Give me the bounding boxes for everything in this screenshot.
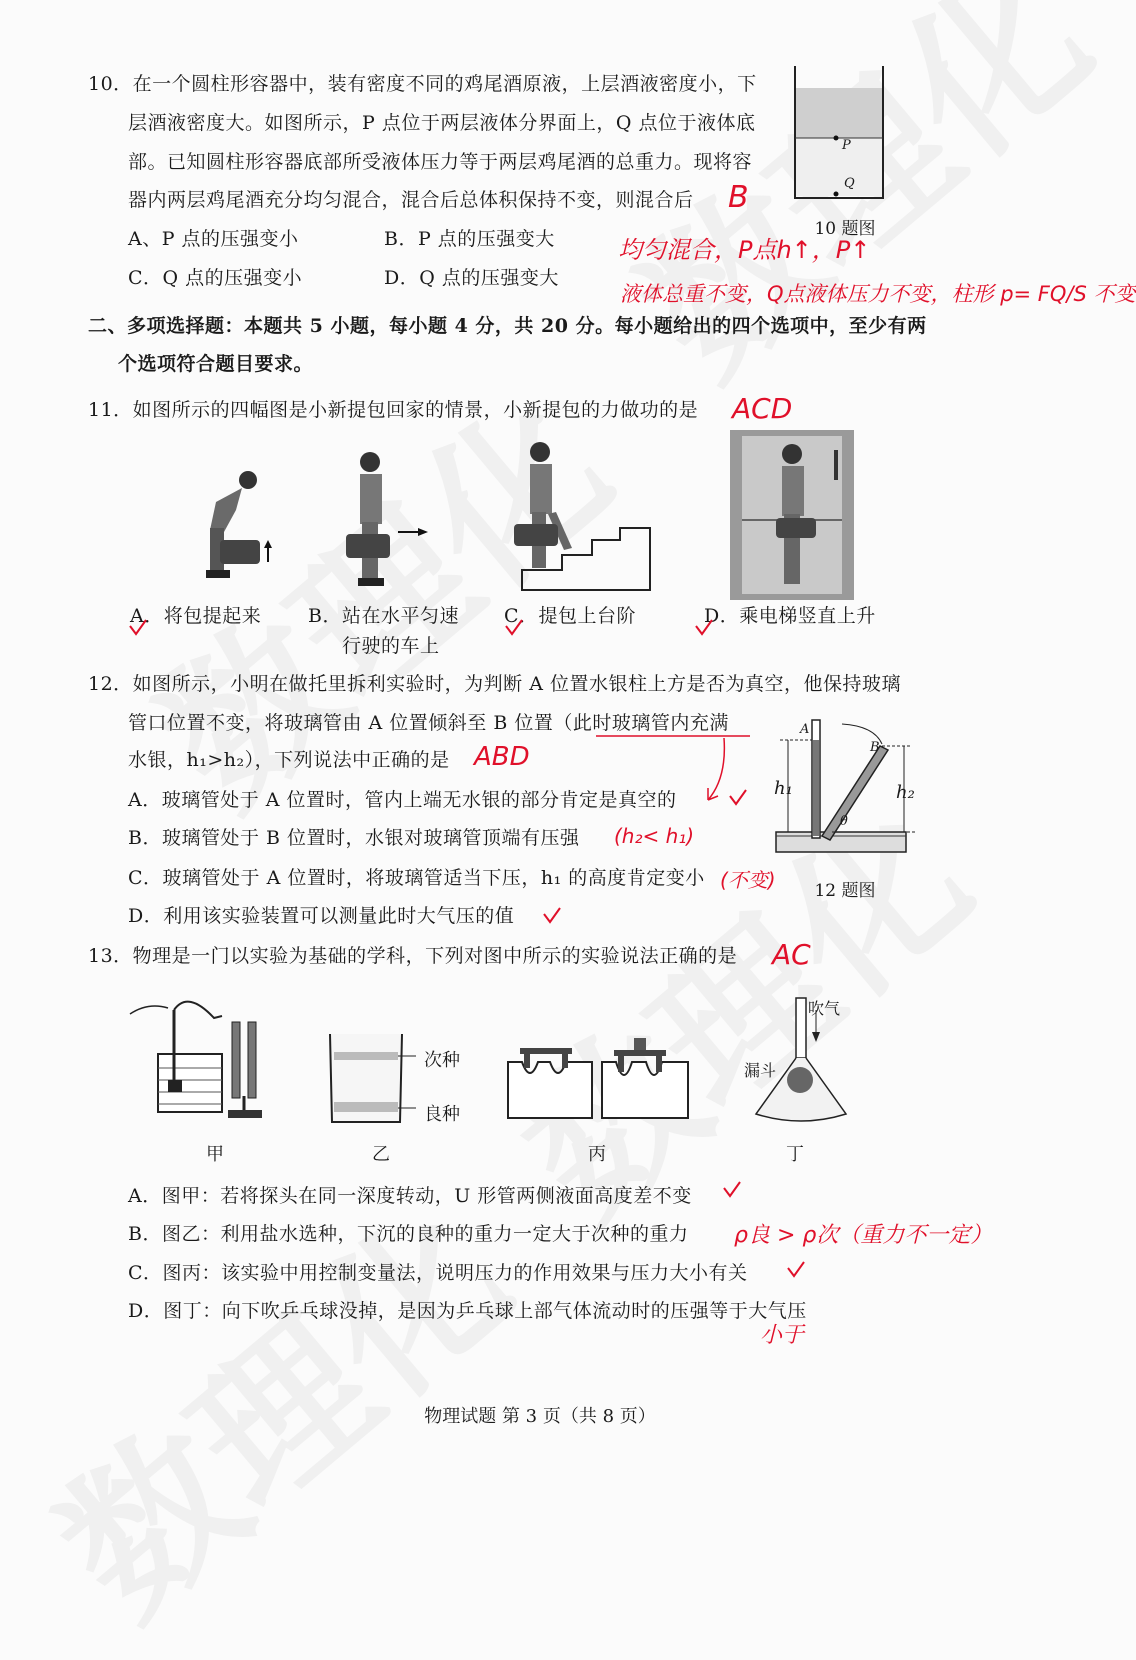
point-p: [834, 136, 839, 141]
q10-figure: [790, 66, 890, 206]
q10-line-2: 层酒液密度大。如图所示，P 点位于两层液体分界面上，Q 点位于液体底: [128, 112, 756, 134]
check-mark-icon: [786, 1260, 806, 1280]
q13-option-b: B．图乙：利用盐水选种，下沉的良种的重力一定大于次种的重力: [128, 1223, 689, 1245]
q13-figure-yi: [326, 1030, 406, 1128]
q12-caption: 12 题图: [814, 881, 876, 901]
q10-answer: B: [728, 180, 749, 215]
q10-line-3: 部。已知圆柱形容器底部所受液体压力等于两层鸡尾酒的总重力。现将容: [128, 151, 753, 173]
q11-figure-a: [196, 470, 276, 590]
q12-note-c: (不变): [720, 868, 776, 892]
label-chui-qi: 吹气: [808, 999, 841, 1018]
q12-option-a: A．玻璃管处于 A 位置时，管内上端无水银的部分肯定是真空的: [128, 789, 677, 811]
q12-line-2: 管口位置不变，将玻璃管由 A 位置倾斜至 B 位置（此时玻璃管内充满: [128, 712, 729, 734]
q13-option-c: C．图丙：该实验中用控制变量法，说明压力的作用效果与压力大小有关: [128, 1262, 748, 1284]
q11-caption-b: B．站在水平匀速: [308, 605, 459, 627]
label-b: B: [870, 740, 880, 755]
q10-line-1: 10．在一个圆柱形容器中，装有密度不同的鸡尾酒原液，上层酒液密度小，下: [88, 73, 757, 95]
q11-caption-a: A．将包提起来: [130, 605, 262, 627]
q11-figure-c: [512, 440, 652, 590]
q13-answer: AC: [772, 938, 811, 971]
q11-stem: 11．如图所示的四幅图是小新提包回家的情景，小新提包的力做功的是: [88, 399, 699, 421]
label-q: Q: [844, 176, 855, 191]
q12-option-c: C．玻璃管处于 A 位置时，将玻璃管适当下压，h₁ 的高度肯定变小: [128, 867, 705, 889]
q13-figure-bing: [506, 1036, 696, 1122]
upper-liquid: [795, 88, 883, 138]
q10-note-1: 均匀混合，P点h↑，P↑: [618, 236, 871, 264]
q13-stem: 13．物理是一门以实验为基础的学科，下列对图中所示的实验说法正确的是: [88, 945, 738, 967]
label-h2: h₂: [896, 782, 915, 803]
label-ci-zhong: 次种: [424, 1050, 460, 1071]
q12-option-b: B．玻璃管处于 B 位置时，水银对玻璃管顶端有压强: [128, 827, 580, 849]
q12-option-d: D．利用该实验装置可以测量此时大气压的值: [128, 905, 515, 927]
check-mark-icon: [728, 788, 748, 808]
q10-note-2: 液体总重不变，Q点液体压力不变，柱形 p= FQ/S 不变: [620, 282, 1136, 306]
q11-caption-d: D．乘电梯竖直上升: [704, 605, 876, 627]
figure-label-yi: 乙: [372, 1144, 390, 1165]
check-mark-icon: [694, 618, 714, 638]
q12-answer: ABD: [474, 742, 530, 772]
q12-line-1: 12．如图所示，小明在做托里拆利实验时，为判断 A 位置水银柱上方是否为真空，他保持玻璃: [88, 673, 901, 695]
label-liang-zhong: 良种: [424, 1104, 460, 1125]
section2-heading-cont: 个选项符合题目要求。: [118, 353, 314, 375]
check-mark-icon: [722, 1180, 742, 1200]
q10-line-4: 器内两层鸡尾酒充分均匀混合，混合后总体积保持不变，则混合后: [128, 189, 694, 211]
q13-note-d: 小于: [760, 1323, 805, 1348]
check-mark-icon: [504, 618, 524, 638]
q10-option-b: B．P 点的压强变大: [384, 228, 555, 250]
q11-caption-b-2: 行驶的车上: [342, 635, 440, 657]
q13-figure-jia: [128, 996, 268, 1126]
label-lou-dou: 漏斗: [744, 1061, 777, 1080]
q13-option-d: D．图丁：向下吹乒乓球没掉，是因为乒乓球上部气体流动时的压强等于大气压: [128, 1300, 807, 1322]
q13-note-b: ρ良 > ρ次（重力不一定）: [734, 1223, 993, 1248]
arrow-icon: [700, 736, 730, 806]
q10-caption: 10 题图: [814, 219, 876, 239]
q11-figure-b: [344, 450, 434, 590]
q11-caption-c: C．提包上台阶: [504, 605, 637, 627]
q13-option-a: A．图甲：若将探头在同一深度转动，U 形管两侧液面高度差不变: [128, 1185, 692, 1207]
q10-option-a: A、P 点的压强变小: [128, 228, 299, 250]
lower-liquid: [795, 138, 883, 196]
figure-label-ding: 丁: [786, 1144, 804, 1165]
label-theta: θ: [840, 814, 848, 829]
figure-label-bing: 丙: [588, 1144, 606, 1165]
label-h1: h₁: [774, 778, 793, 799]
check-mark-icon: [128, 618, 148, 638]
q12-note-b: (h₂< h₁): [614, 824, 695, 848]
label-a: A: [800, 722, 810, 737]
q11-figure-d: [730, 430, 854, 600]
label-p: P: [842, 138, 851, 153]
q10-option-d: D．Q 点的压强变大: [384, 267, 559, 289]
page-footer: 物理试题 第 3 页（共 8 页）: [424, 1406, 656, 1427]
q10-option-c: C．Q 点的压强变小: [128, 267, 303, 289]
q12-line-3: 水银，h₁>h₂），下列说法中正确的是: [128, 749, 450, 771]
figure-label-jia: 甲: [206, 1144, 224, 1165]
section2-heading: 二、多项选择题：本题共 5 小题，每小题 4 分，共 20 分。每小题给出的四个选项中，至少有两: [88, 315, 927, 337]
check-mark-icon: [542, 906, 562, 926]
q11-answer: ACD: [732, 392, 793, 425]
point-q: [834, 192, 839, 197]
